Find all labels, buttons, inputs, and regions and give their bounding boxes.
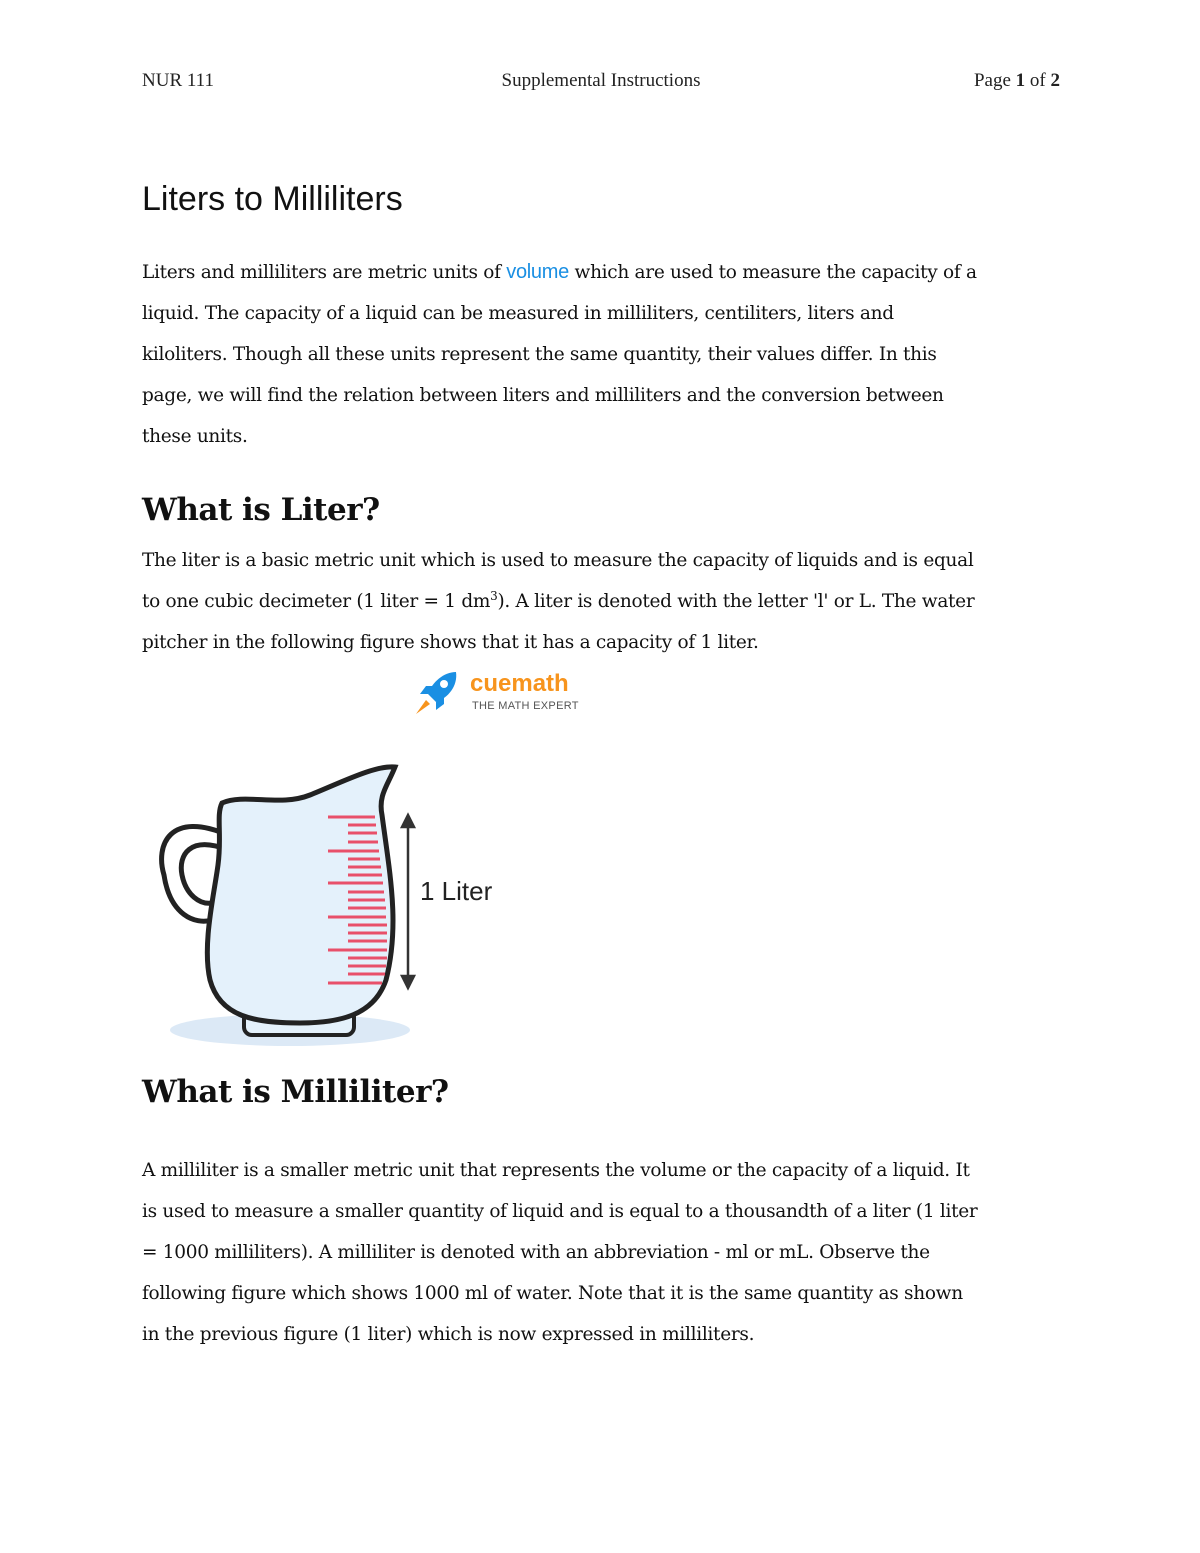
course-code: NUR 111: [142, 70, 214, 91]
page-header: [142, 70, 1060, 100]
volume-link[interactable]: volume: [506, 261, 569, 283]
milliliter-line: in the previous figure (1 liter) which is now expressed in milliliters.: [142, 1324, 755, 1345]
cuemath-logo: [412, 668, 592, 720]
intro-line: page, we will find the relation between liters and milliliters and the conversion between: [142, 385, 944, 406]
milliliter-heading: What is Milliliter?: [142, 1074, 449, 1110]
liter-line: The liter is a basic metric unit which is used to measure the capacity of liquids and is equal: [142, 550, 974, 571]
liter-line: pitcher in the following figure shows that it has a capacity of 1 liter.: [142, 632, 759, 653]
milliliter-line: = 1000 milliliters). A milliliter is denoted with an abbreviation - ml or mL. Observe the: [142, 1242, 930, 1263]
intro-paragraph: [142, 252, 1067, 457]
liter-heading: What is Liter?: [142, 492, 380, 528]
liter-paragraph: [142, 540, 1067, 663]
page-number: Page 1 of 2: [973, 70, 1060, 91]
logo-brand: cuemath: [470, 670, 569, 697]
intro-line: Liters and milliliters are metric units of volume which are used to measure the capacity of a: [142, 261, 977, 283]
pitcher-body: [207, 767, 395, 1023]
height-arrow: [402, 815, 414, 988]
intro-line: kiloliters. Though all these units represent the same quantity, their values differ. In this: [142, 344, 937, 365]
rocket-icon: [412, 668, 464, 718]
page-title: Liters to Milliliters: [142, 180, 403, 218]
logo-tagline: THE MATH EXPERT: [472, 700, 579, 712]
milliliter-paragraph: [142, 1150, 1067, 1355]
header-title: Supplemental Instructions: [501, 70, 701, 91]
liter-line: to one cubic decimeter (1 liter = 1 $dm^3$). A liter is denoted with the letter 'l' or L. The water: [142, 588, 975, 612]
intro-line: liquid. The capacity of a liquid can be measured in milliliters, centiliters, liters and: [142, 303, 894, 324]
intro-line: these units.: [142, 426, 248, 447]
volume-label: 1 Liter: [420, 876, 493, 906]
milliliter-line: A milliliter is a smaller metric unit that represents the volume or the capacity of a liquid. It: [142, 1160, 970, 1181]
milliliter-line: is used to measure a smaller quantity of liquid and is equal to a thousandth of a liter (1 liter: [142, 1201, 978, 1222]
milliliter-line: following figure which shows 1000 ml of water. Note that it is the same quantity as shown: [142, 1283, 963, 1304]
